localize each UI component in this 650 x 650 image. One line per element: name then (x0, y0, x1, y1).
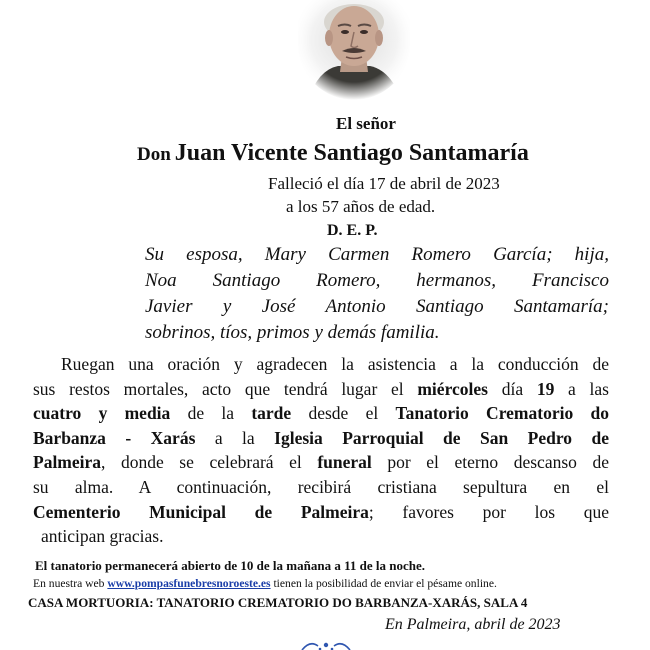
ceremony-line: Ruegan una oración y agradecen la asistencia a la conducción de (61, 354, 609, 374)
ceremony-line: anticipan gracias. (41, 526, 164, 547)
ceremony-cemetery: Cementerio Municipal de Palmeira (33, 501, 369, 522)
ceremony-line (33, 500, 609, 525)
place-and-date: En Palmeira, abril de 2023 (385, 616, 561, 633)
intro-text: El señor (336, 114, 396, 133)
ceremony-text: a la (195, 427, 275, 448)
ceremony-line: su alma. A continuación, recibirá cristiana sepultura en el (33, 476, 609, 497)
death-date: Falleció el día 17 de abril de 2023 (268, 174, 500, 193)
ceremony-details (33, 352, 609, 549)
ceremony-text: a las (554, 378, 609, 399)
deceased-full-name: Juan Vicente Santiago Santamaría (174, 140, 529, 166)
ceremony-text: día (487, 378, 537, 399)
web-prefix: En nuestra web (33, 577, 108, 590)
ceremony-service: funeral (317, 452, 372, 473)
ceremony-church: Palmeira (33, 452, 102, 473)
ceremony-church: Iglesia Parroquial de San Pedro de (274, 427, 609, 448)
ceremony-text: de la (170, 403, 252, 424)
rest-in-peace: D. E. P. (327, 222, 378, 239)
family-members (145, 242, 609, 346)
age-at-death: a los 57 años de edad. (286, 197, 436, 216)
ceremony-text: desde el (291, 403, 396, 424)
portrait-image (298, 0, 410, 100)
ceremony-origin: Barbanza - Xarás (33, 427, 196, 448)
ceremony-line (33, 450, 609, 475)
ceremony-line (33, 377, 609, 402)
ceremony-text: por el eterno descanso de (371, 452, 609, 473)
ceremony-period: tarde (251, 403, 292, 424)
ceremony-text: ; favores por los que (368, 501, 609, 522)
family-line: sobrinos, tíos, primos y demás familia. (145, 322, 440, 343)
ceremony-line (33, 426, 609, 451)
family-line: Su esposa, Mary Carmen Romero García; hija, (145, 244, 609, 265)
tanatorio-hours: El tanatorio permanecerá abierto de 10 de la mañana a 11 de la noche. (35, 558, 425, 573)
ceremony-line (33, 401, 609, 426)
ceremony-origin: Tanatorio Crematorio do (395, 403, 609, 424)
ceremony-time: cuatro y media (33, 403, 171, 424)
ceremony-date-number: 19 (536, 378, 555, 399)
ceremony-text: , donde se celebrará el (101, 452, 318, 473)
website-link[interactable]: www.pompasfunebresnoroeste.es (107, 577, 271, 590)
deceased-name-line (137, 140, 529, 167)
web-suffix: tienen la posibilidad de enviar el pésame online. (270, 577, 497, 590)
ceremony-text: sus restos mortales, acto que tendrá lugar el (33, 378, 418, 399)
web-condolence-note (33, 577, 497, 590)
family-line: Javier y José Antonio Santiago Santamaría; (145, 296, 609, 317)
family-line: Noa Santiago Romero, hermanos, Francisco (145, 270, 609, 291)
name-title-prefix: Don (137, 144, 171, 165)
ceremony-day: miércoles (417, 378, 488, 399)
funeral-home-location: CASA MORTUORIA: TANATORIO CREMATORIO DO BARBANZA-XARÁS, SALA 4 (28, 595, 528, 610)
ornament-icon (296, 636, 356, 650)
deceased-portrait (298, 0, 410, 100)
